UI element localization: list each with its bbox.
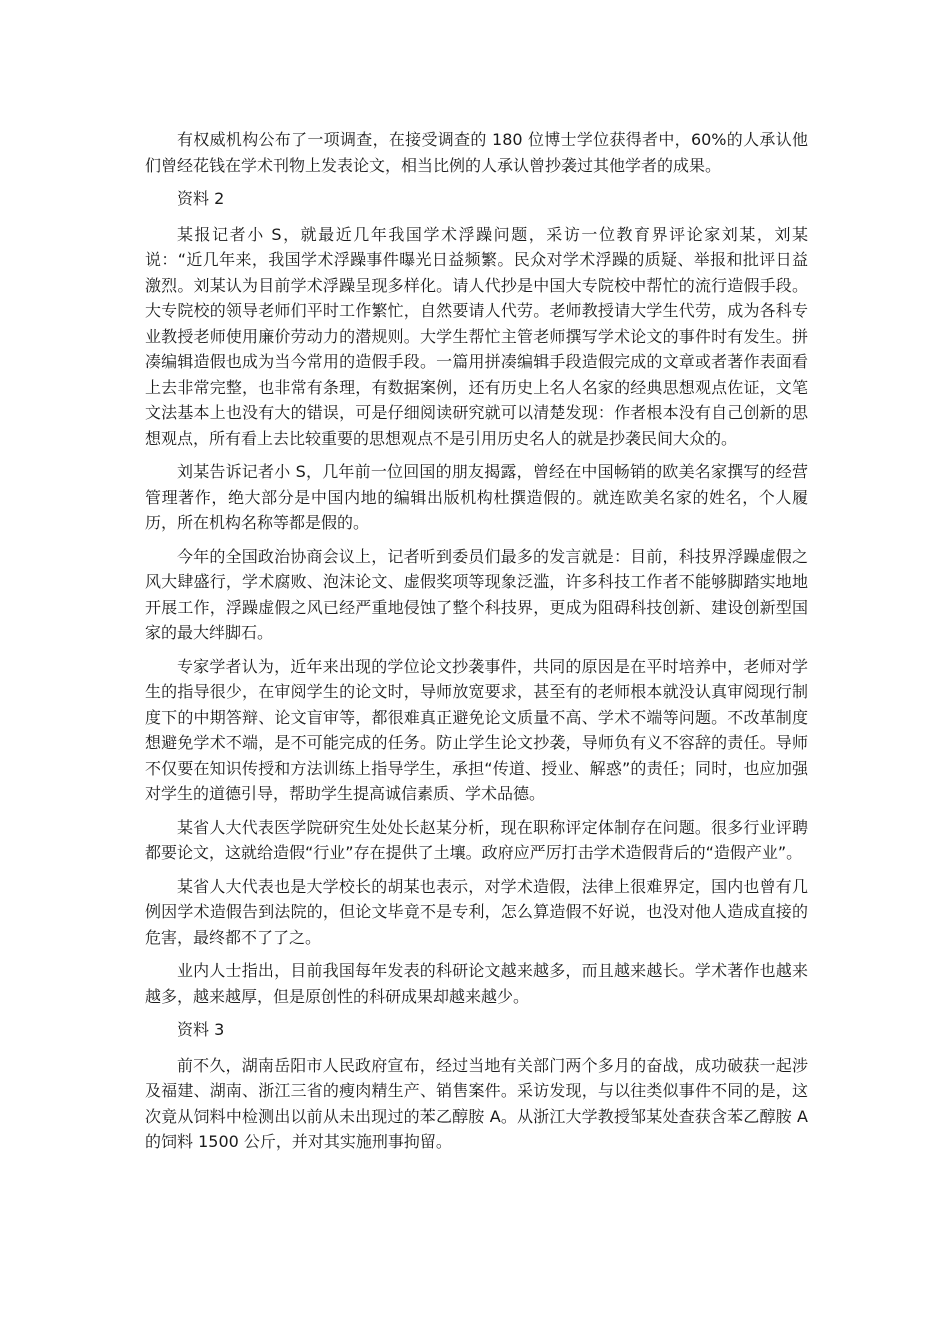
zhao-paragraph: 某省人大代表医学院研究生处处长赵某分析，现在职称评定体制存在问题。很多行业评聘都要论文，这就给造假“行业”存在提供了土壤。政府应严厉打击学术造假背后的“造假产业”。 <box>145 817 808 862</box>
section-heading-material-2: 资料 2 <box>177 189 225 208</box>
experts-paragraph: 专家学者认为，近年来出现的学位论文抄袭事件，共同的原因是在平时培养中，老师对学生的指导很少，在审阅学生的论文时，导师放宽要求，甚至有的老师根本就没认真审阅现行制度下的中期答辩、论文盲审等，都很难真正避免论文质量不高、学术不端等问题。不改革制度想避免学术不端，是不可能完成的任务。防止学生论文抄袭，导师负有义不容辞的责任。导师不仅要在知识传授和方法训练上指导学生，承担“传道、授业、解惑”的责任；同时，也应加强对学生的道德引导，帮助学生提高诚信素质、学术品德。 <box>145 656 808 803</box>
document-body <box>145 127 808 1163</box>
foreign-books-paragraph: 刘某告诉记者小 S，几年前一位回国的朋友揭露，曾经在中国畅销的欧美名家撰写的经营管理著作，绝大部分是中国内地的编辑出版机构杜撰造假的。就连欧美名家的姓名，个人履历，所在机构名称等都是假的。 <box>145 462 808 532</box>
interview-paragraph: 某报记者小 S，就最近几年我国学术浮躁问题，采访一位教育界评论家刘某，刘某说：“近几年来，我国学术浮躁事件曝光日益频繁。民众对学术浮躁的质疑、举报和批评日益激烈。刘某认为目前学术浮躁呈现多样化。请人代抄是中国大专院校中帮忙的流行造假手段。大专院校的领导老师们平时工作繁忙，自然要请人代劳。老师教授请大学生代劳，成为各科专业教授老师使用廉价劳动力的潜规则。大学生帮忙主管老师撰写学术论文的事件时有发生。拼凑编辑造假也成为当今常用的造假手段。一篇用拼凑编辑手段造假完成的文章或者著作表面看上去非常完整，也非常有条理，有数据案例，还有历史上名人名家的经典思想观点佐证，文笔文法基本上也没有大的错误，可是仔细阅读研究就可以清楚发现：作者根本没有自己创新的思想观点，所有看上去比较重要的思想观点不是引用历史名人的就是抄袭民间大众的。 <box>145 224 808 448</box>
cppcc-paragraph: 今年的全国政治协商会议上，记者听到委员们最多的发言就是：目前，科技界浮躁虚假之风大肆盛行，学术腐败、泡沫论文、虚假奖项等现象泛滥，许多科技工作者不能够脚踏实地地开展工作，浮躁虚假之风已经严重地侵蚀了整个科技界，更成为阻碍科技创新、建设创新型国家的最大绊脚石。 <box>145 546 808 642</box>
clenbuterol-paragraph: 前不久，湖南岳阳市人民政府宣布，经过当地有关部门两个多月的奋战，成功破获一起涉及福建、湖南、浙江三省的瘦肉精生产、销售案件。采访发现，与以往类似事件不同的是，这次竟从饲料中检测出以前从未出现过的苯乙醇胺 A。从浙江大学教授邹某处查获含苯乙醇胺 A 的饲料 1500 公斤，并对其实施刑事拘留。 <box>145 1055 808 1151</box>
industry-paragraph: 业内人士指出，目前我国每年发表的科研论文越来越多，而且越来越长。学术著作也越来越多，越来越厚，但是原创性的科研成果却越来越少。 <box>145 961 808 1006</box>
survey-paragraph: 有权威机构公布了一项调查，在接受调查的 180 位博士学位获得者中，60%的人承认他们曾经花钱在学术刊物上发表论文，相当比例的人承认曾抄袭过其他学者的成果。 <box>145 130 808 175</box>
hu-paragraph: 某省人大代表也是大学校长的胡某也表示，对学术造假，法律上很难界定，国内也曾有几例因学术造假告到法院的，但论文毕竟不是专利，怎么算造假不好说，也没对他人造成直接的危害，最终都不了了之。 <box>145 876 808 947</box>
section-heading-material-3: 资料 3 <box>177 1020 225 1039</box>
